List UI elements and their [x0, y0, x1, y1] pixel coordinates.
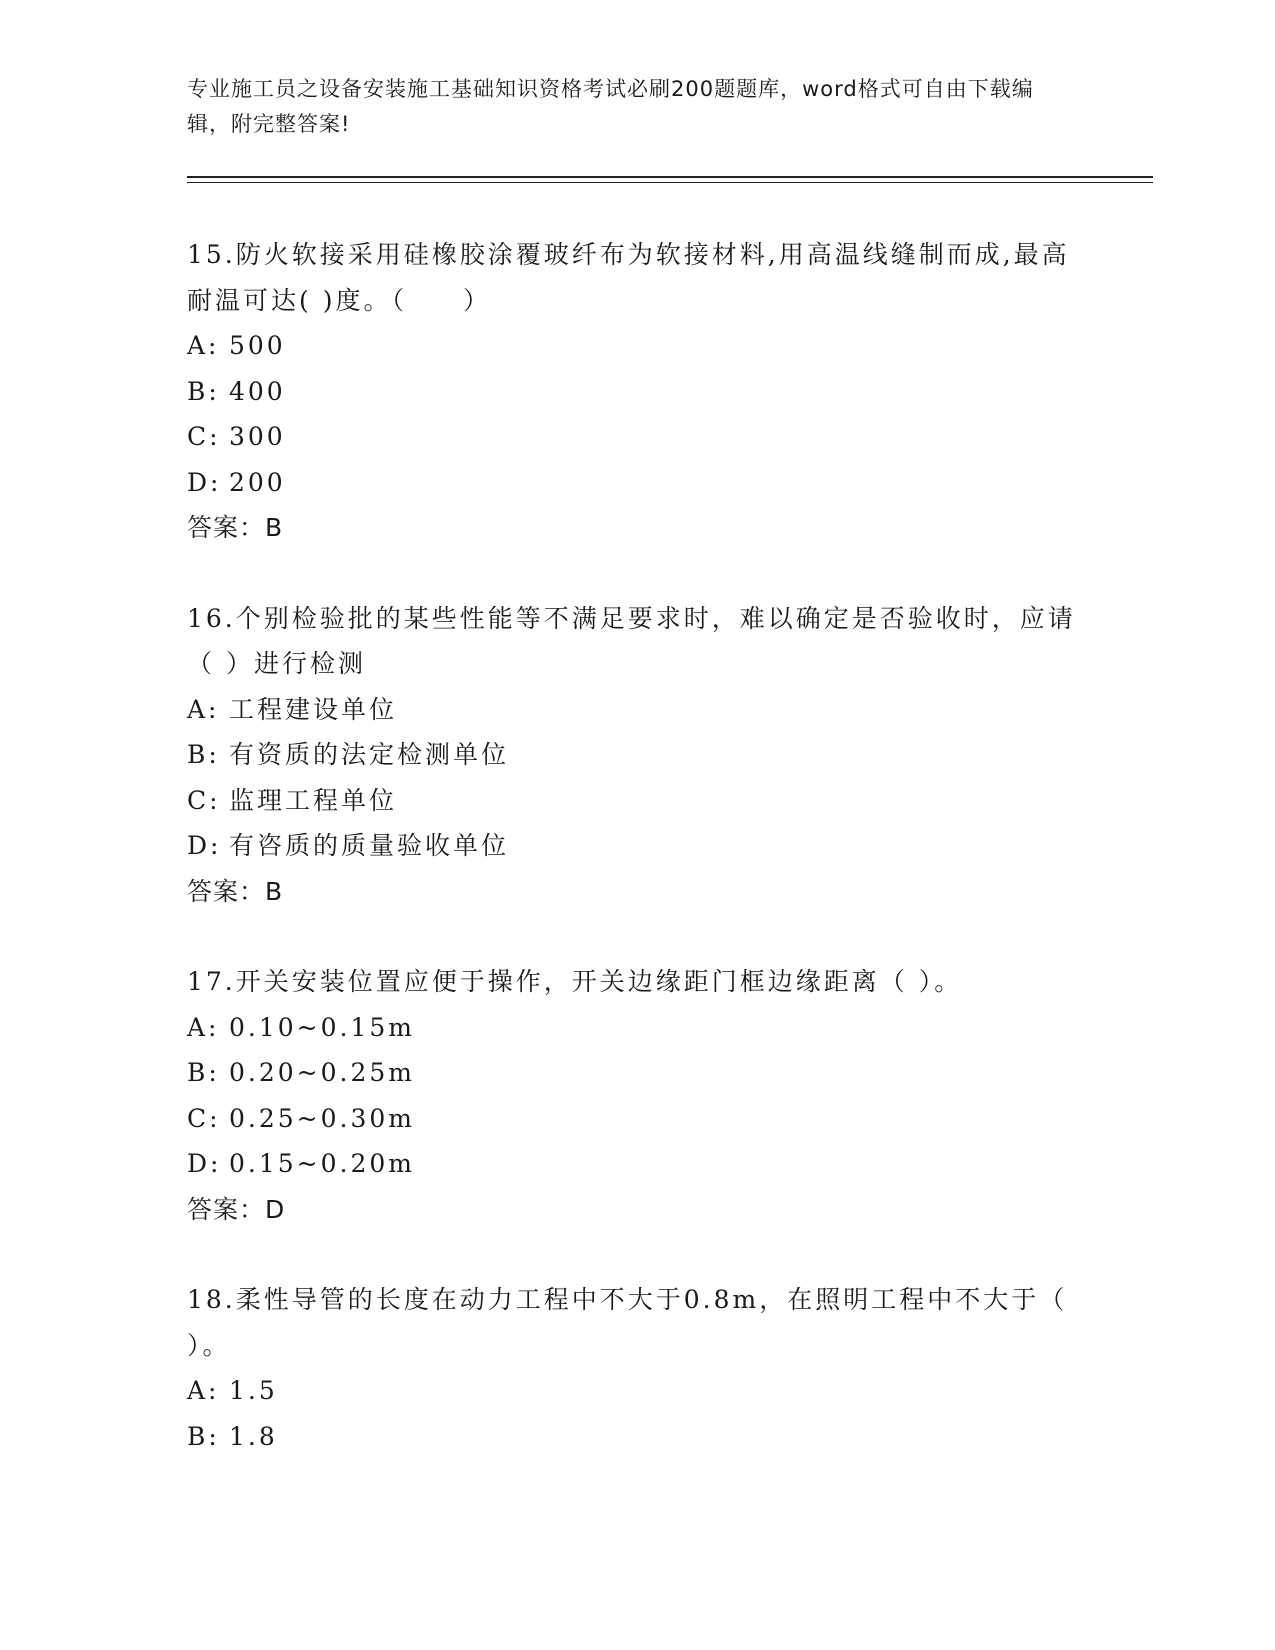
option-text: 0.25~0.30m — [229, 1103, 415, 1133]
answer-option — [187, 732, 1087, 778]
option-text: 400 — [229, 376, 286, 406]
option-text: 0.20~0.25m — [229, 1058, 415, 1087]
option-letter: B: — [187, 1421, 220, 1451]
answer-option — [187, 823, 1087, 869]
option-text: 1.5 — [229, 1376, 278, 1405]
answer-option — [187, 1414, 1087, 1460]
header-rule-thin — [187, 182, 1153, 183]
option-text: 200 — [229, 467, 286, 497]
question-block — [187, 232, 1087, 551]
answer-line: 答案：D — [187, 1194, 286, 1224]
answer-option — [187, 1141, 1087, 1187]
answer-option — [187, 460, 1087, 506]
answer-option — [187, 1368, 1087, 1414]
option-text: 监理工程单位 — [229, 785, 398, 815]
option-letter: B: — [187, 376, 220, 406]
option-text: 工程建设单位 — [229, 694, 398, 724]
answer-option — [187, 778, 1087, 824]
option-letter: D: — [187, 831, 222, 860]
answer-line: 答案：B — [187, 876, 284, 906]
answer-option — [187, 369, 1087, 415]
question-stem: 15.防火软接采用硅橡胶涂覆玻纤布为软接材料,用高温线缝制而成,最高耐温可达( )度。（ ） — [187, 240, 1070, 315]
answer-option — [187, 414, 1087, 460]
option-letter: A: — [187, 1376, 220, 1405]
question-block — [187, 1277, 1087, 1459]
answer-option — [187, 323, 1087, 369]
option-letter: A: — [187, 1012, 220, 1042]
option-letter: B: — [187, 1058, 220, 1087]
option-text: 0.10~0.15m — [229, 1012, 415, 1042]
answer-option — [187, 1050, 1087, 1096]
answer-line: 答案：B — [187, 513, 284, 542]
answer-option — [187, 1096, 1087, 1142]
question-block — [187, 959, 1087, 1232]
option-letter: C: — [187, 785, 221, 815]
option-text: 300 — [229, 422, 286, 451]
answer-option — [187, 687, 1087, 733]
option-text: 有咨质的质量验收单位 — [229, 831, 510, 860]
option-letter: D: — [187, 467, 222, 497]
question-block — [187, 596, 1087, 915]
option-letter: A: — [187, 694, 220, 724]
question-stem: 16.个别检验批的某些性能等不满足要求时，难以确定是否验收时，应请（ ）进行检测 — [187, 603, 1076, 678]
option-letter: B: — [187, 740, 220, 769]
question-list — [187, 232, 1087, 1504]
document-title: 专业施工员之设备安装施工基础知识资格考试必刷200题题库，word格式可自由下载编辑，附完整答案! — [187, 77, 1034, 136]
option-text: 0.15~0.20m — [229, 1149, 415, 1178]
option-text: 1.8 — [229, 1421, 278, 1451]
answer-option — [187, 1005, 1087, 1051]
option-letter: C: — [187, 422, 221, 451]
header-rule-thick — [187, 176, 1153, 178]
option-letter: A: — [187, 331, 220, 360]
option-text: 500 — [229, 331, 286, 360]
option-text: 有资质的法定检测单位 — [229, 740, 510, 769]
question-stem: 17.开关安装位置应便于操作，开关边缘距门框边缘距离（ ）。 — [187, 967, 963, 996]
question-stem: 18.柔性导管的长度在动力工程中不大于0.8m，在照明工程中不大于（ ）。 — [187, 1285, 1068, 1360]
option-letter: D: — [187, 1149, 222, 1178]
option-letter: C: — [187, 1103, 221, 1133]
